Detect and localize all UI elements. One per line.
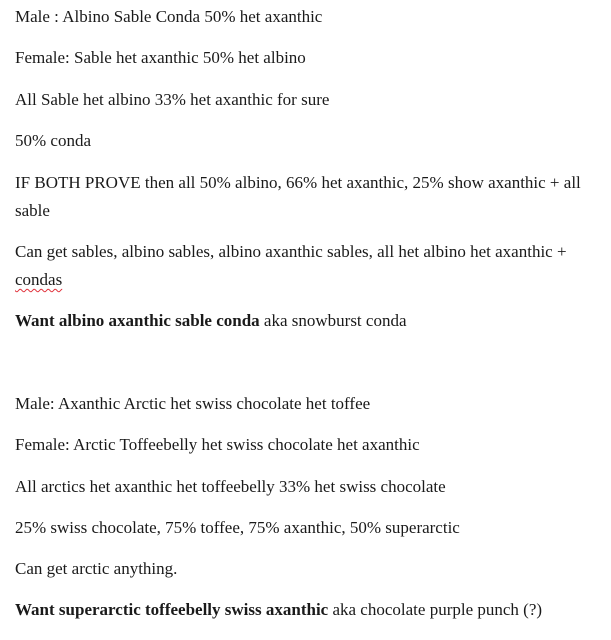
paragraph-female-2: Female: Arctic Toffeebelly het swiss chocolate het axanthic [15,435,420,454]
paragraph-conda-odds: 50% conda [15,131,92,150]
paragraph-offspring-2: All arctics het axanthic het toffeebelly 33% het swiss chocolate [15,477,446,496]
can-get-1-text: Can get sables, albino sables, albino axanthic sables, all het albino het axanthic + [15,242,567,261]
paragraph-want-1 [15,307,600,335]
paragraph-male-2: Male: Axanthic Arctic het swiss chocolate het toffee [15,394,371,413]
paragraph-female-1: Female: Sable het axanthic 50% het albino [15,48,306,67]
paragraph-percentages-2: 25% swiss chocolate, 75% toffee, 75% axanthic, 50% superarctic [15,518,460,537]
paragraph-can-get-2: Can get arctic anything. [15,559,178,578]
want-1-bold: Want albino axanthic sable conda [15,311,260,330]
want-1-rest: aka snowburst conda [259,311,407,330]
paragraph-want-2 [15,596,600,624]
want-2-rest: aka chocolate purple punch (?) [328,600,543,619]
paragraph-offspring-1: All Sable het albino 33% het axanthic for sure [15,90,330,109]
paragraph-can-get-1 [15,238,600,294]
spellcheck-flagged-word[interactable]: condas [15,270,63,289]
paragraph-male-1: Male : Albino Sable Conda 50% het axanthic [15,7,323,26]
paragraph-if-both-prove: IF BOTH PROVE then all 50% albino, 66% het axanthic, 25% show axanthic + all sable [15,173,581,220]
want-2-bold: Want superarctic toffeebelly swiss axanthic [15,600,329,619]
